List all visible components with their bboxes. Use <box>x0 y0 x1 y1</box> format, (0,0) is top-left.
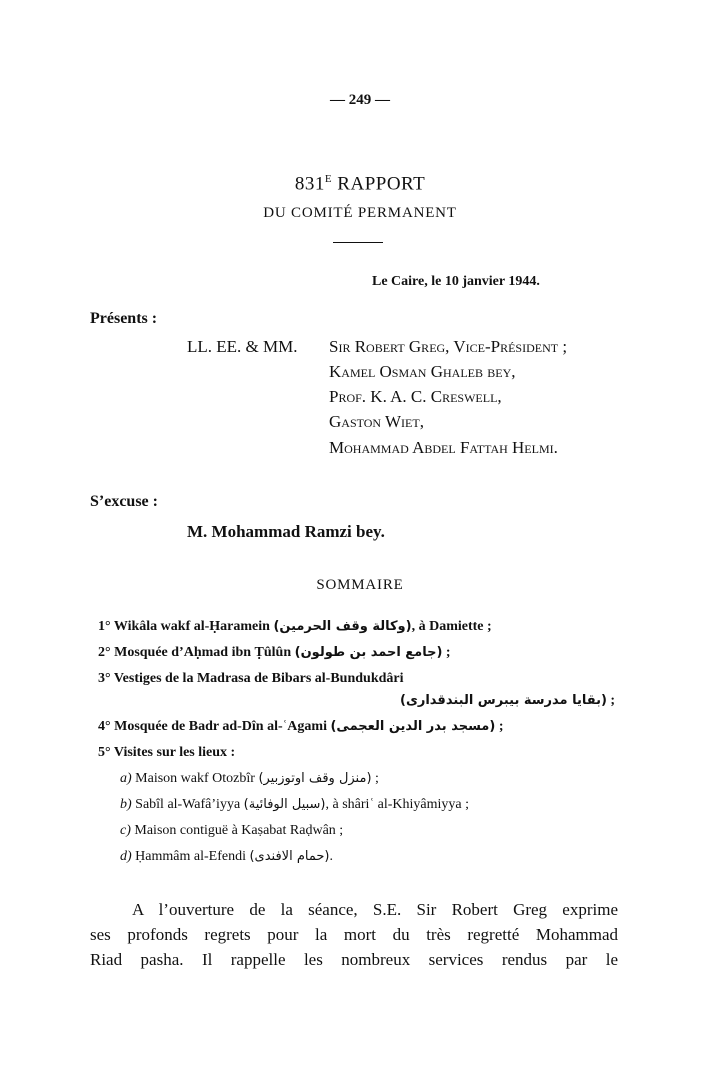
report-number-superscript: E <box>324 173 333 185</box>
sommaire-item-3 <box>98 671 404 687</box>
date-line: Le Caire, le 10 janvier 1944. <box>372 274 540 289</box>
subitem-letter: a) <box>120 771 132 786</box>
member-wiet: Gaston Wiet, <box>329 412 424 431</box>
member-creswell: Prof. K. A. C. Creswell, <box>329 387 502 406</box>
report-title-text: RAPPORT <box>332 173 426 195</box>
committee-title: DU COMITÉ PERMANENT <box>263 205 457 221</box>
sommaire-subitem-a <box>120 771 379 787</box>
sommaire-subitem-b <box>120 797 469 813</box>
paragraph-line-3: Riad pasha. Il rappelle les nombreux services rendus par le <box>90 950 618 969</box>
item-text: Mosquée de Badr ad-Dîn al-ʿAgami <box>114 719 327 734</box>
report-number: 831 <box>294 173 325 195</box>
subitem-text: Maison wakf Otozbîr <box>135 771 255 786</box>
subitem-letter: b) <box>120 797 132 812</box>
paragraph-line-2: ses profonds regrets pour la mort du très regretté Mohammad <box>90 925 618 944</box>
sommaire-item-4 <box>98 719 503 735</box>
subitem-after: . <box>329 849 333 864</box>
subitem-arabic: (منزل وقف اوتوزبير) <box>258 771 372 786</box>
subitem-text: Maison contiguë à Kaṣabat Raḍwân ; <box>134 823 344 838</box>
subitem-letter: c) <box>120 823 131 838</box>
sommaire-subitem-d <box>120 849 333 865</box>
sommaire-title: SOMMAIRE <box>316 577 404 593</box>
members-prefix: LL. EE. & MM. <box>187 337 298 356</box>
subitem-after: ; <box>371 771 379 786</box>
subitem-after: , à shâriʿ al-Khiyâmiyya ; <box>325 797 469 812</box>
sommaire-item-5 <box>98 745 235 761</box>
item-arabic: (مسجد بدر الدين العجمى) <box>330 719 496 734</box>
item-number: 2° <box>98 645 111 660</box>
sommaire-item-1 <box>98 619 492 635</box>
item-number: 4° <box>98 719 111 734</box>
subitem-text: Sabîl al-Wafâ’iyya <box>135 797 241 812</box>
member-greg: Sir Robert Greg, Vice-Président ; <box>329 337 568 356</box>
sommaire-subitem-c <box>120 823 343 839</box>
item-after: , à Damiette ; <box>411 619 492 634</box>
subitem-arabic: (حمام الافندى) <box>249 849 330 864</box>
item-after: ; <box>606 693 616 708</box>
item-after: ; <box>495 719 504 734</box>
sommaire-item-2 <box>98 645 451 661</box>
item-text: Mosquée d’Aḥmad ibn Ṭûlûn <box>114 645 292 660</box>
item-number: 5° <box>98 745 111 760</box>
item-arabic: (وكالة وقف الحرمين) <box>273 619 412 634</box>
title-divider <box>333 242 383 243</box>
subitem-arabic: (سبيل الوفائية) <box>243 797 326 812</box>
item-number: 3° <box>98 671 111 686</box>
report-title <box>0 173 720 195</box>
item-text: Wikâla wakf al-Ḥaramein <box>113 619 270 634</box>
item-text: Vestiges de la Madrasa de Bibars al-Bundukdâri <box>113 671 404 686</box>
paragraph-line-1: A l’ouverture de la séance, S.E. Sir Robert Greg exprime <box>132 900 618 919</box>
page-number: — 249 — <box>330 92 390 108</box>
member-helmi: Mohammad Abdel Fattah Helmi. <box>329 438 558 457</box>
item-number: 1° <box>98 619 111 634</box>
item-text: Visites sur les lieux : <box>113 745 236 760</box>
sommaire-item-3-arabic-line <box>400 693 615 709</box>
excused-member: M. Mohammad Ramzi bey. <box>187 522 385 541</box>
item-after: ; <box>442 645 451 660</box>
excuse-label: S’excuse : <box>90 493 158 510</box>
member-ghaleb: Kamel Osman Ghaleb bey, <box>329 362 516 381</box>
item-arabic: (بقايا مدرسة بيبرس البندقدارى) <box>400 693 607 708</box>
presents-label: Présents : <box>90 310 158 327</box>
subitem-letter: d) <box>120 849 132 864</box>
item-arabic: (جامع احمد بن طولون) <box>294 645 443 660</box>
subitem-text: Ḥammâm al-Efendi <box>135 849 246 864</box>
